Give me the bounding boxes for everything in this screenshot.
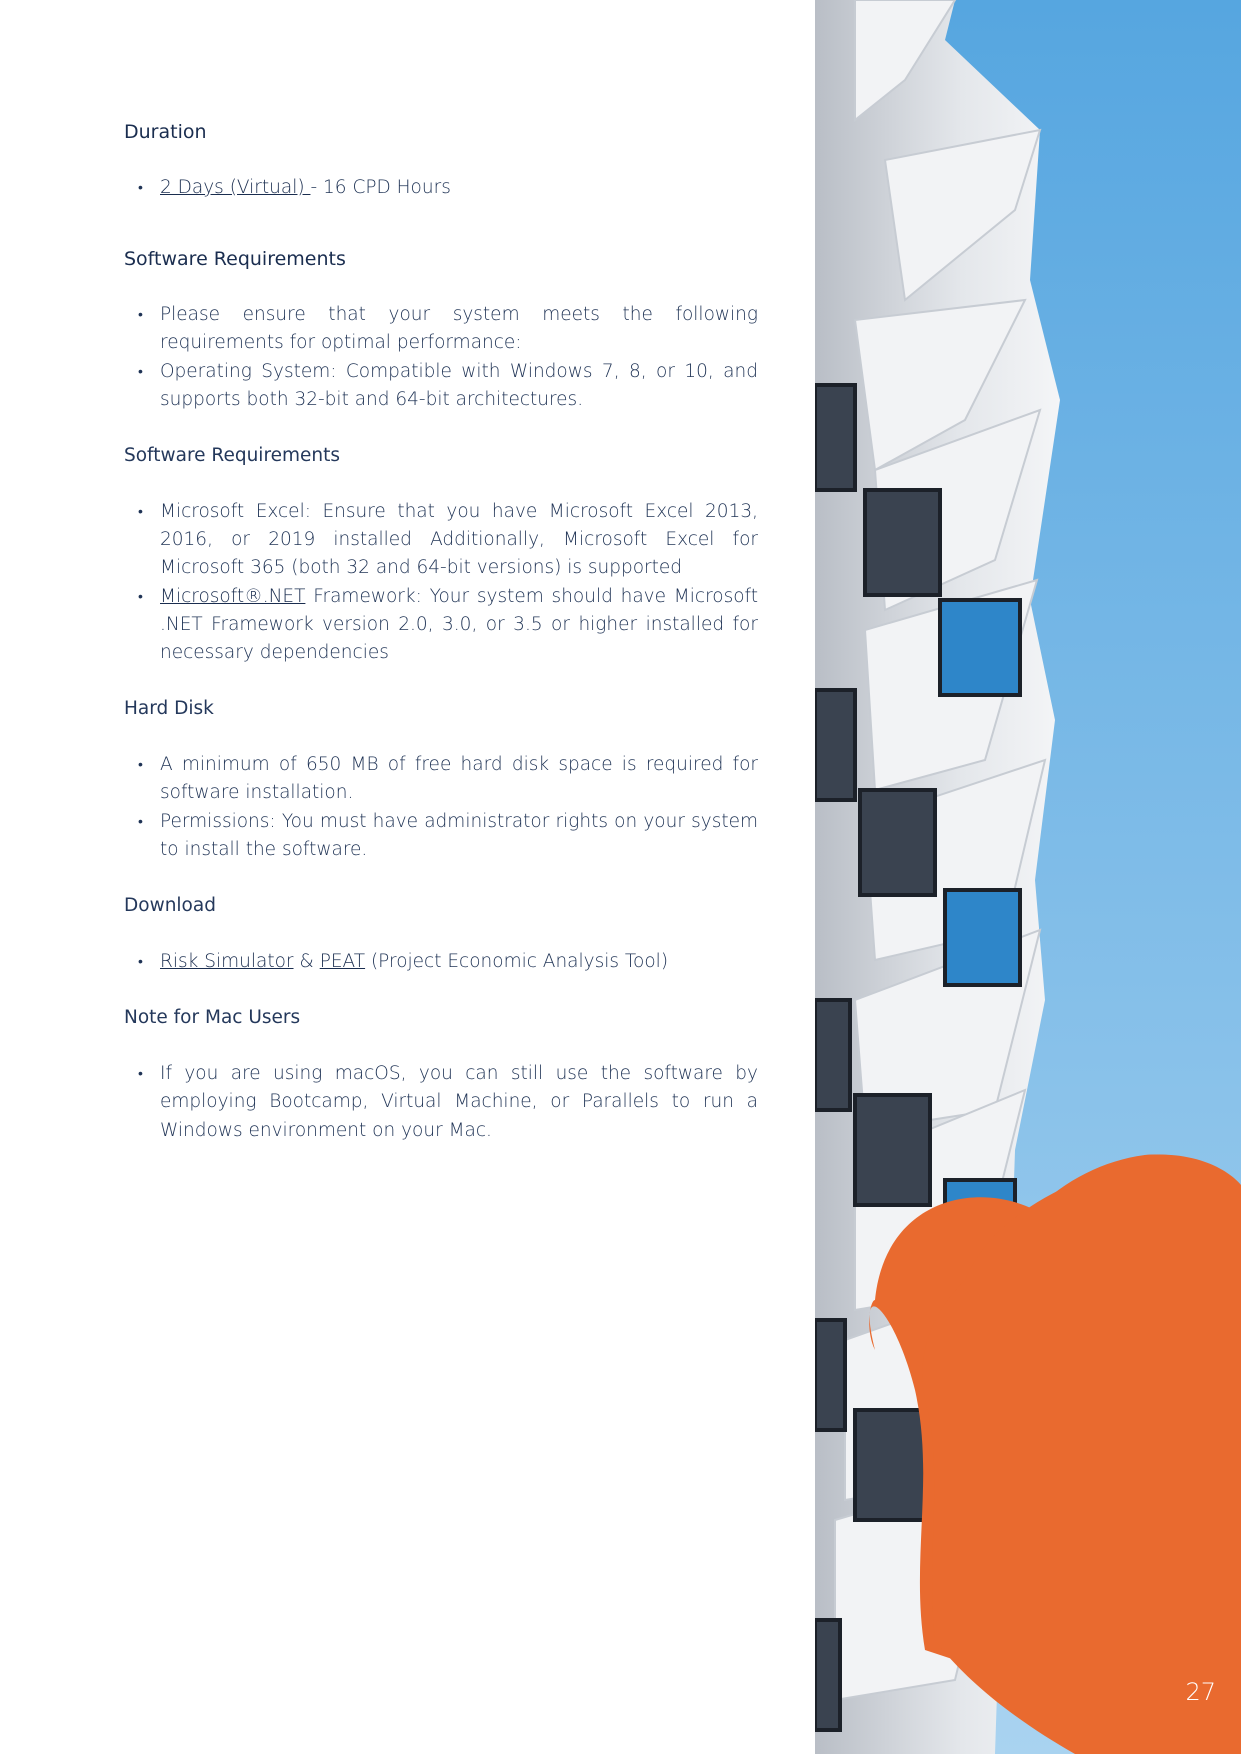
software-requirements-2-list: [124, 498, 758, 667]
duration-list: [124, 174, 758, 202]
hard-disk-heading: Hard Disk: [124, 698, 214, 720]
duration-link[interactable]: 2 Days (Virtual): [160, 177, 311, 198]
dotnet-link[interactable]: Microsoft®.NET: [160, 585, 306, 607]
list-item: • Operating System: Compatible with Windows 7, 8, or 10, and supports both 32-bit and 64-bit architectures.: [160, 358, 758, 414]
peat-link[interactable]: PEAT: [319, 951, 366, 973]
list-item: • Microsoft Excel: Ensure that you have Microsoft Excel 2013, 2016, or 2019 installed Additionally, Microsoft Excel for Microsoft 365 (both 32 and 64-bit versions) is supported: [160, 498, 758, 583]
building-photo: [815, 0, 1241, 1754]
duration-heading: Duration: [124, 121, 207, 143]
building-illustration: [815, 0, 1241, 1754]
list-item: [160, 948, 758, 976]
software-requirements-2-heading: Software Requirements: [124, 445, 341, 467]
download-separator: &: [293, 951, 320, 973]
list-item: • A minimum of 650 MB of free hard disk space is required for software installation.: [160, 751, 758, 807]
page-number: 27: [1185, 1678, 1216, 1706]
list-item: [160, 583, 758, 668]
software-requirements-heading: Software Requirements: [124, 248, 346, 271]
download-suffix: (Project Economic Analysis Tool): [365, 951, 669, 973]
list-item: • If you are using macOS, you can still use the software by employing Bootcamp, Virtual Machine, or Parallels to run a Windows environment on your Mac.: [160, 1060, 758, 1145]
duration-text: - 16 CPD Hours: [310, 177, 451, 198]
hard-disk-list: [124, 751, 758, 864]
mac-list: [124, 1060, 758, 1145]
list-item: • Permissions: You must have administrator rights on your system to install the software.: [160, 808, 758, 864]
list-item: [160, 174, 758, 202]
list-item: • Please ensure that your system meets the following requirements for optimal performance:: [160, 301, 758, 357]
software-requirements-list: [124, 301, 758, 414]
dotnet-text: Framework: Your system should have Microsoft .NET Framework version 2.0, 3.0, or 3.5 or higher installed for necessary dependencies: [160, 585, 758, 664]
risk-simulator-link[interactable]: Risk Simulator: [160, 951, 294, 973]
mac-heading: Note for Mac Users: [124, 1007, 301, 1029]
main-content: [124, 118, 758, 1145]
download-heading: Download: [124, 895, 216, 917]
download-list: [124, 948, 758, 976]
